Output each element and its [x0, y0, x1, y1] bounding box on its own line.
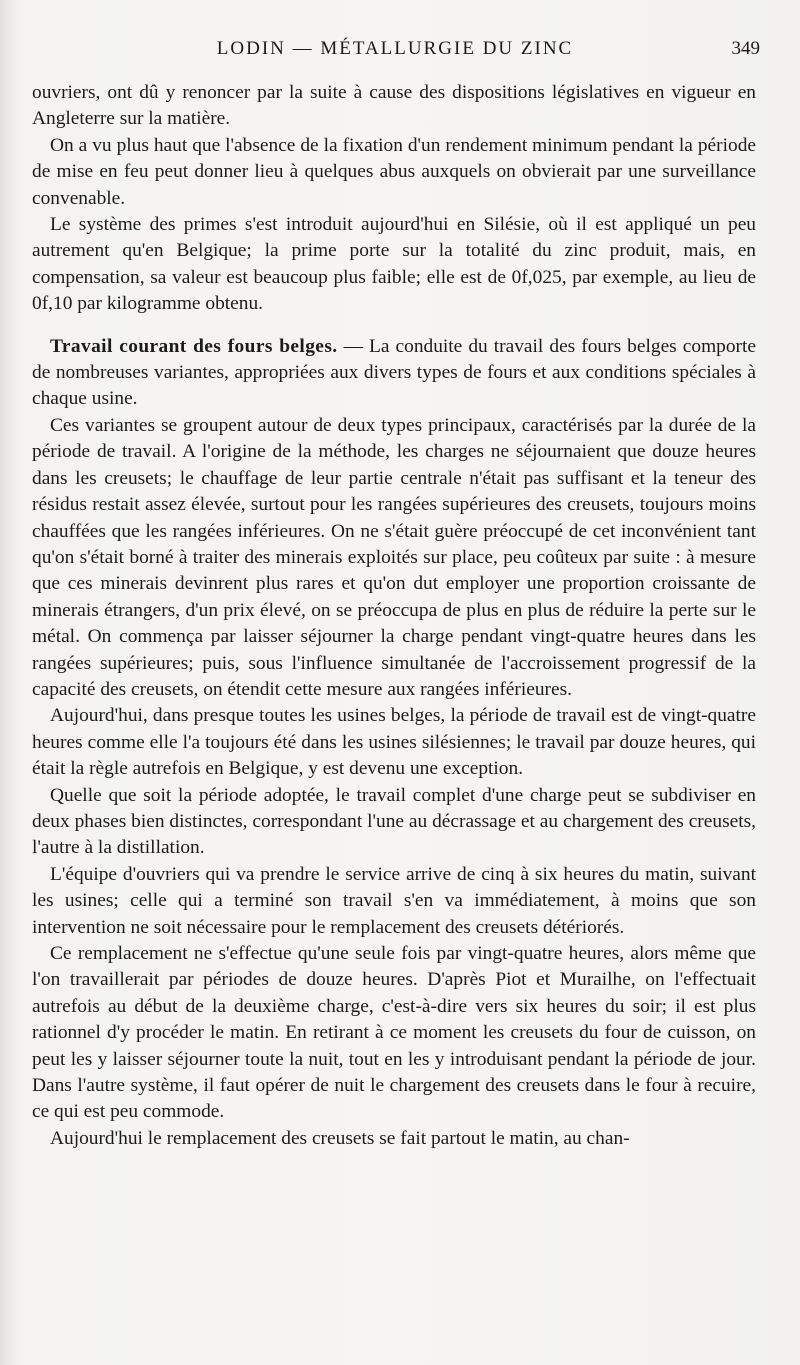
section-heading: Travail courant des fours belges. [50, 335, 338, 357]
page-number: 349 [731, 38, 760, 59]
paragraph-text: Quelle que soit la période adoptée, le travail complet d'une charge peut se subdiviser en deux phases bien distinctes, correspondant l'une au décrassage et au chargement des creusets, l'autre à la distillation. [32, 784, 756, 859]
paragraph-text: L'équipe d'ouvriers qui va prendre le service arrive de cinq à six heures du matin, suivant les usines; celle qui a terminé son travail s'en va immédiatement, à moins que son intervention ne soit nécessaire pour le remplacement des creusets détériorés. [32, 863, 756, 938]
paragraph-rendement [32, 133, 756, 212]
paragraph-equipe [32, 862, 756, 941]
paragraph-last [32, 1126, 756, 1152]
paragraph-continuation [32, 80, 756, 133]
paragraph-remplacement [32, 941, 756, 1126]
paragraph-text: Aujourd'hui, dans presque toutes les usines belges, la période de travail est de vingt-quatre heures comme elle l'a toujours été dans les usines silésiennes; le travail par douze heures, qui était la règle autrefois en Belgique, y est devenu une exception. [32, 705, 756, 780]
paragraph-variantes [32, 413, 756, 703]
running-head [30, 38, 760, 68]
paragraph-aujourdhui [32, 703, 756, 782]
paragraph-primes [32, 212, 756, 318]
paragraph-text: On a vu plus haut que l'absence de la fixation d'un rendement minimum pendant la période de mise en feu peut donner lieu à quelques abus auxquels on obvierait par une surveillance convenable. [32, 134, 756, 209]
paragraph-section-start [32, 334, 756, 413]
paragraph-text: Ce remplacement ne s'effectue qu'une seule fois par vingt-quatre heures, alors même que l'on travaillerait par périodes de douze heures. D'après Piot et Murailhe, on l'effectuait autrefois au début de la deuxième charge, c'est-à-dire vers six heures du soir; il est plus rationnel d'y procéder le matin. En retirant à ce moment les creusets du four de cuisson, on peut les y laisser séjourner toute la nuit, tout en les y introduisant pendant la période de jour. Dans l'autre système, il faut opérer de nuit le chargement des creusets dans le four à recuire, ce qui est peu commode. [32, 943, 756, 1123]
paragraph-text: — La conduite du travail des fours belges comporte de nombreuses variantes, appropriées aux divers types de fours et aux conditions spéciales à chaque usine. [32, 335, 756, 410]
running-title: LODIN — MÉTALLURGIE DU ZINC [216, 38, 574, 59]
paragraph-text: Ces variantes se groupent autour de deux types principaux, caractérisés par la durée de la période de travail. A l'origine de la méthode, les charges ne séjournaient que douze heures dans les creusets; le chauffage de leur partie centrale n'était pas suffisant et la teneur des résidus restait assez élevée, surtout pour les rangées supérieures des creusets, toujours moins chauffées que les rangées inférieures. On ne s'était guère préoccupé de cet inconvénient tant qu'on s'était borné à traiter des minerais exploités sur place, peu coûteux par suite : à mesure que ces minerais devinrent plus rares et qu'on dut employer une proportion croissante de minerais étrangers, d'un prix élevé, on se préoccupa de plus en plus de réduire la perte sur le métal. On commença par laisser séjourner la charge pendant vingt-quatre heures dans les rangées supérieures; puis, sous l'influence simultanée de l'accroissement progressif de la capacité des creusets, on étendit cette mesure aux rangées inférieures. [32, 414, 756, 700]
paragraph-text: Le système des primes s'est introduit aujourd'hui en Silésie, où il est appliqué un peu autrement qu'en Belgique; la prime porte sur la totalité du zinc produit, mais, en compensation, sa valeur est beaucoup plus faible; elle est de 0f,025, par exemple, au lieu de 0f,10 par kilogramme obtenu. [32, 214, 756, 315]
paragraph-text: ouvriers, ont dû y renoncer par la suite à cause des dispositions législatives en vigueur en Angleterre sur la matière. [32, 82, 756, 130]
paragraph-text: Aujourd'hui le remplacement des creusets se fait partout le matin, au chan- [50, 1127, 630, 1149]
body-text [32, 80, 756, 1152]
paragraph-phases [32, 783, 756, 862]
